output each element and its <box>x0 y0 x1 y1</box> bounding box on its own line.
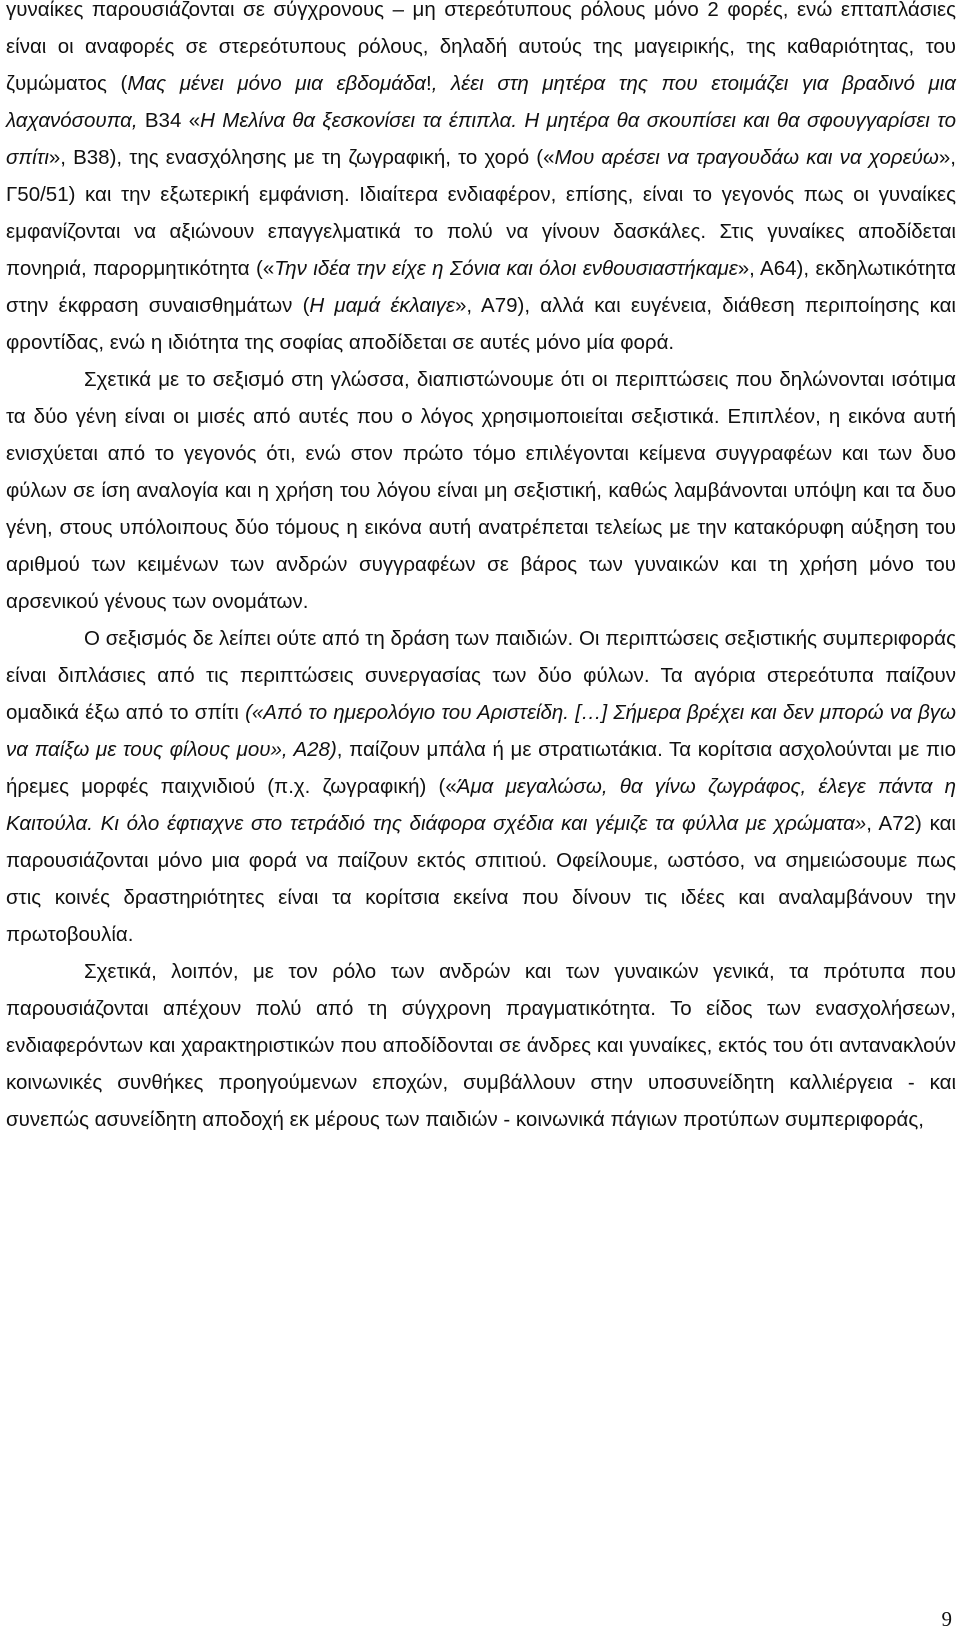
italic-quote: , λέει στη μητέρα της που ετοιμάζει για βραδινό μια λαχανόσουπα, <box>6 72 957 132</box>
italic-quote: Μας μένει μόνο μια εβδομάδα <box>127 72 426 95</box>
text-run: , παίζουν μπάλα ή με στρατιωτάκια. Τα κορίτσια ασχολούνται με πιο ήρεμες μορφές παιχνιδιού (π.χ. ζωγραφική) (« <box>6 738 956 798</box>
text-run: Σχετικά, λοιπόν, με τον ρόλο των ανδρών και των γυναικών γενικά, τα πρότυπα που παρουσιάζονται απέχουν πολύ από τη σύγχρονη πραγματικότητα. Το είδος των ενασχολήσεων, ενδιαφερόντων και χαρακτηριστικών που αποδίδονται σε άνδρες και γυναίκες, εκτός του ότι αντανακλούν κοινωνικές συνθήκες προηγούμενων εποχών, συμβάλλουν στην υποσυνείδητη καλλιέργεια - και συνεπώς ασυνείδητη αποδοχή εκ μέρους των παιδιών - κοινωνικά πάγιων προτύπων συμπεριφοράς, <box>6 960 956 1131</box>
italic-quote: Η Μελίνα θα ξεσκονίσει τα έπιπλα. Η μητέρα θα σκουπίσει και θα σφουγγαρίσει το σπίτι <box>6 109 956 169</box>
text-run: », Α79), αλλά και ευγένεια, διάθεση περιποίησης και φροντίδας, ενώ η ιδιότητα της σοφίας αποδίδεται σε αυτές μόνο μία φορά. <box>6 294 956 354</box>
italic-quote: Την ιδέα την είχε η Σόνια και όλοι ενθουσιαστήκαμε <box>274 257 738 280</box>
text-run: », Β38), της ενασχόλησης με τη ζωγραφική, το χορό (« <box>48 146 555 169</box>
italic-quote: («Από το ημερολόγιο του Αριστείδη. […] Σήμερα βρέχει και δεν μπορώ να βγω να παίξω με τους φίλους μου», Α28) <box>6 701 956 761</box>
text-run: Σχετικά με το σεξισμό στη γλώσσα, διαπιστώνουμε ότι οι περιπτώσεις που δηλώνονται ισότιμα τα δύο γένη είναι οι μισές από αυτές που ο λόγος χρησιμοποιείται σεξιστικά. Επιπλέον, η εικόνα αυτή ενισχύεται από το γεγονός ότι, ενώ στον πρώτο τόμο επιλέγονται κείμενα συγγραφέων και των δυο φύλων σε ίση αναλογία και η χρήση του λόγου είναι μη σεξιστική, καθώς λαμβάνονται υπόψη και τα δυο γένη, στους υπόλοιπους δύο τόμους η εικόνα αυτή ανατρέπεται τελείως με την κατακόρυφη αύξηση του αριθμού των κειμένων των ανδρών συγγραφέων σε βάρος των γυναικών και τη χρήση μόνο του αρσενικού γένους των ονομάτων. <box>6 368 956 613</box>
text-run: , Α72) και παρουσιάζονται μόνο μια φορά να παίζουν εκτός σπιτιού. Οφείλουμε, ωστόσο, να σημειώσουμε πως στις κοινές δραστηριότητες είναι τα κορίτσια εκείνα που δίνουν τις ιδέες και αναλαμβάνουν την πρωτοβουλία. <box>6 812 956 946</box>
text-run: Ο σεξισμός δε λείπει ούτε από τη δράση των παιδιών. Οι περιπτώσεις σεξιστικής συμπεριφοράς είναι διπλάσιες από τις περιπτώσεις συνεργασίας των δύο φύλων. Τα αγόρια στερεότυπα παίζουν ομαδικά έξω από το σπίτι <box>6 627 956 724</box>
italic-quote: Η μαμά έκλαιγε <box>309 294 455 317</box>
body-text <box>6 0 956 1138</box>
paragraph-1 <box>6 0 956 361</box>
text-run: Β34 « <box>137 109 201 132</box>
text-run: », Α64), εκδηλωτικότητα στην έκφραση συναισθημάτων ( <box>6 257 956 317</box>
text-run: ! <box>426 72 432 95</box>
paragraph-3 <box>6 620 956 953</box>
italic-quote: Άμα μεγαλώσω, θα γίνω ζωγράφος, έλεγε πάντα η Καιτούλα. Κι όλο έφτιαχνε στο τετράδιό της διάφορα σχέδια και γέμιζε τα φύλλα με χρώματα» <box>6 775 956 835</box>
text-run: γυναίκες παρουσιάζονται σε σύγχρονους – μη στερεότυπους ρόλους μόνο 2 φορές, ενώ επταπλάσιες είναι οι αναφορές σε στερεότυπους ρόλους, δηλαδή αυτούς της μαγειρικής, της καθαριότητας, του ζυμώματος ( <box>6 0 956 95</box>
page-number: 9 <box>941 1607 952 1631</box>
text-run: », Γ50/51) και την εξωτερική εμφάνιση. Ιδιαίτερα ενδιαφέρον, επίσης, είναι το γεγονός πως οι γυναίκες εμφανίζονται να αξιώνουν επαγγελματικά το πολύ να γίνουν δασκάλες. Στις γυναίκες αποδίδεται πονηριά, παρορμητικότητα (« <box>6 146 956 280</box>
paragraph-4 <box>6 953 956 1138</box>
paragraph-2 <box>6 361 956 620</box>
italic-quote: Μου αρέσει να τραγουδάω και να χορεύω <box>554 146 939 169</box>
